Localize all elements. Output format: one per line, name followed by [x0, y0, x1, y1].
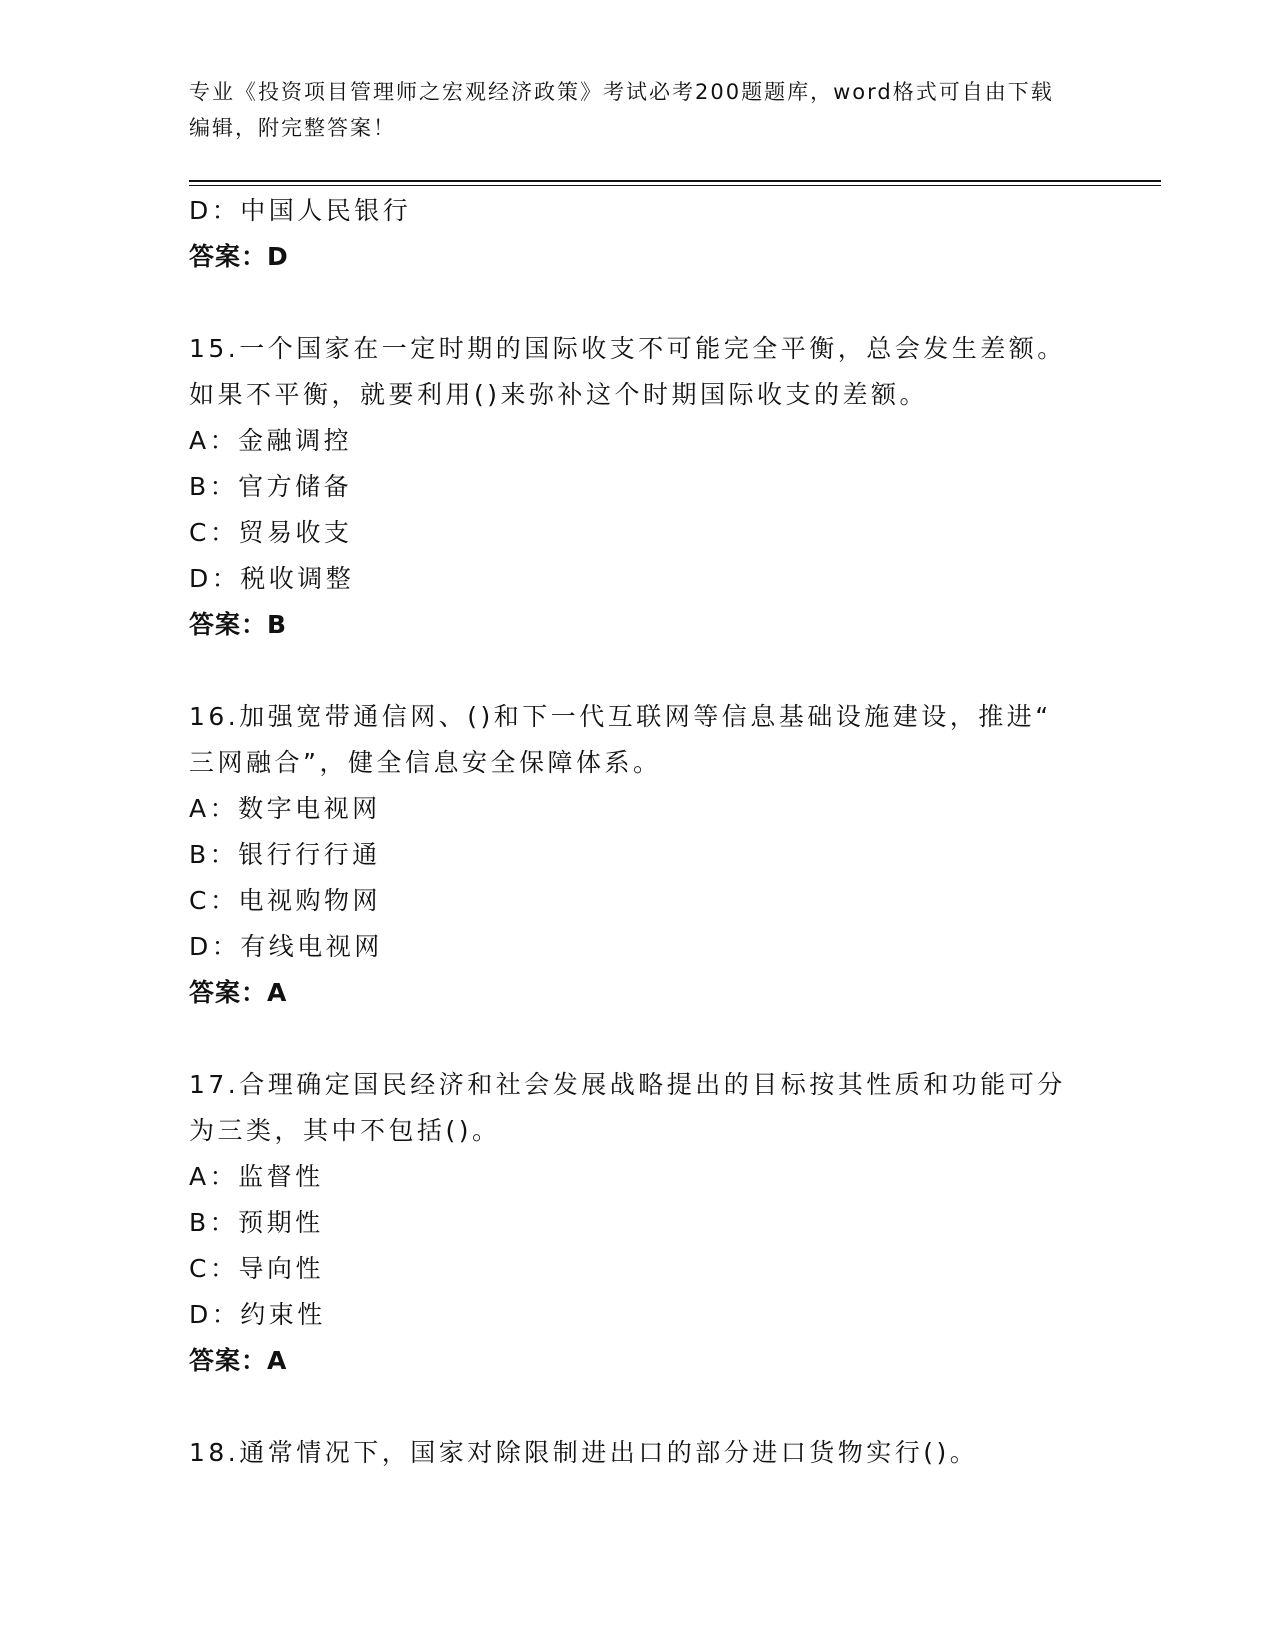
- option-a: A：数字电视网: [189, 794, 381, 823]
- option-b: B：预期性: [189, 1208, 324, 1237]
- option-c: C：电视购物网: [189, 886, 381, 915]
- header-divider-thick: [189, 180, 1161, 182]
- spacer: [189, 648, 1089, 694]
- question-17: [189, 1062, 1089, 1384]
- option-b: B：银行行行通: [189, 840, 381, 869]
- option-d: D：税收调整: [189, 564, 355, 593]
- question-text-line: 三网融合”，健全信息安全保障体系。: [189, 748, 662, 777]
- question-text-line: 16.加强宽带通信网、()和下一代互联网等信息基础设施建设，推进“: [189, 702, 1052, 731]
- answer: 答案：B: [189, 610, 288, 639]
- option-d: D：约束性: [189, 1300, 326, 1329]
- question-18: [189, 1430, 1089, 1476]
- option-a: A：金融调控: [189, 426, 353, 455]
- answer: 答案：A: [189, 978, 288, 1007]
- document-header: [189, 74, 1069, 146]
- option-c: C：贸易收支: [189, 518, 353, 547]
- header-divider-thin: [189, 185, 1161, 186]
- option-d: D：有线电视网: [189, 932, 383, 961]
- spacer: [189, 1384, 1089, 1430]
- header-title: 专业《投资项目管理师之宏观经济政策》考试必考200题题库，word格式可自由下载编辑，附完整答案！: [189, 80, 1054, 140]
- carryover-option-d: D：中国人民银行: [189, 196, 412, 225]
- carryover-answer: 答案：D: [189, 242, 289, 271]
- question-text-line: 15.一个国家在一定时期的国际收支不可能完全平衡，总会发生差额。: [189, 334, 1066, 363]
- spacer: [189, 1016, 1089, 1062]
- answer: 答案：A: [189, 1346, 288, 1375]
- question-15: [189, 326, 1089, 648]
- option-a: A：监督性: [189, 1162, 324, 1191]
- option-b: B：官方储备: [189, 472, 353, 501]
- question-text-line: 17.合理确定国民经济和社会发展战略提出的目标按其性质和功能可分: [189, 1070, 1066, 1099]
- question-16: [189, 694, 1089, 1016]
- question-content: [189, 188, 1089, 1476]
- spacer: [189, 280, 1089, 326]
- question-text-line: 为三类，其中不包括()。: [189, 1116, 501, 1145]
- question-text-line: 如果不平衡，就要利用()来弥补这个时期国际收支的差额。: [189, 380, 929, 409]
- question-text-line: 18.通常情况下，国家对除限制进出口的部分进口货物实行()。: [189, 1438, 979, 1467]
- option-c: C：导向性: [189, 1254, 324, 1283]
